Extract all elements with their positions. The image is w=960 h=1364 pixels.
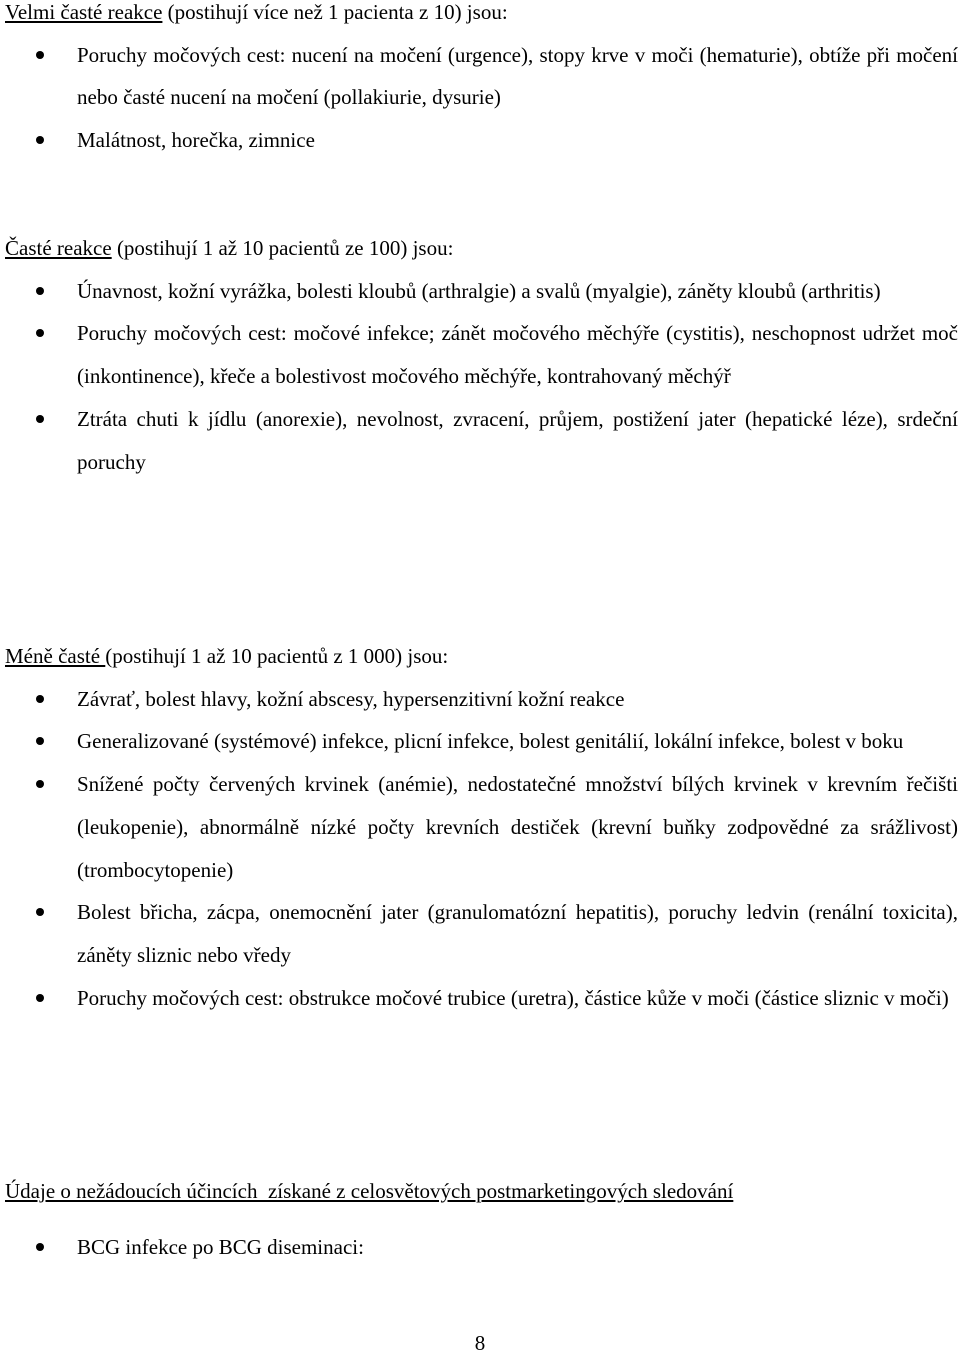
list-item: BCG infekce po BCG diseminaci: [5, 1226, 958, 1269]
heading-underlined: Méně časté [5, 644, 106, 668]
section-very-common [5, 0, 958, 162]
list-item: Závrať, bolest hlavy, kožní abscesy, hypersenzitivní kožní reakce [5, 678, 958, 721]
heading-rest: (postihují 1 až 10 pacientů ze 100) jsou: [111, 236, 454, 260]
heading-rest: (postihují více než 1 pacienta z 10) jsou: [162, 0, 508, 24]
section-heading [5, 1170, 958, 1213]
list-item: Ztráta chuti k jídlu (anorexie), nevolnost, zvracení, průjem, postižení jater (hepatické léze), srdeční poruchy [5, 398, 958, 483]
list-item: Generalizované (systémové) infekce, plicní infekce, bolest genitálií, lokální infekce, bolest v boku [5, 720, 958, 763]
list-item: Poruchy močových cest: obstrukce močové trubice (uretra), částice kůže v moči (částice sliznic v moči) [5, 977, 958, 1020]
section-postmarketing [5, 1170, 958, 1268]
heading-rest: (postihují 1 až 10 pacientů z 1 000) jsou: [105, 644, 449, 668]
bullet-list [5, 34, 958, 162]
list-item: Snížené počty červených krvinek (anémie), nedostatečné množství bílých krvinek v krevním řečišti (leukopenie), abnormálně nízké počty krevních destiček (krevní buňky zodpovědné za srážlivost) (trombocytopenie) [5, 763, 958, 891]
heading-underlined: Údaje o nežádoucích účincích získané z celosvětových postmarketingových sledování [5, 1179, 734, 1203]
bullet-list [5, 678, 958, 1020]
section-heading [5, 227, 958, 270]
page-number: 8 [474, 1331, 486, 1355]
section-uncommon [5, 635, 958, 1019]
section-common [5, 227, 958, 483]
heading-underlined: Časté reakce [5, 236, 112, 260]
heading-underlined: Velmi časté reakce [5, 0, 163, 24]
list-item: Poruchy močových cest: nucení na močení (urgence), stopy krve v moči (hematurie), obtíže při močení nebo časté nucení na močení (pollakiurie, dysurie) [5, 34, 958, 119]
bullet-list [5, 270, 958, 484]
list-item: Bolest břicha, zácpa, onemocnění jater (granulomatózní hepatitis), poruchy ledvin (renální toxicita), záněty sliznic nebo vředy [5, 891, 958, 976]
section-heading [5, 635, 958, 678]
list-item: Poruchy močových cest: močové infekce; zánět močového měchýře (cystitis), neschopnost udržet moč (inkontinence), křeče a bolestivost močového měchýře, kontrahovaný měchýř [5, 312, 958, 397]
list-item: Malátnost, horečka, zimnice [5, 119, 958, 162]
list-item: Únavnost, kožní vyrážka, bolesti kloubů (arthralgie) a svalů (myalgie), záněty kloubů (arthritis) [5, 270, 958, 313]
section-heading [5, 0, 958, 34]
bullet-list [5, 1226, 958, 1269]
